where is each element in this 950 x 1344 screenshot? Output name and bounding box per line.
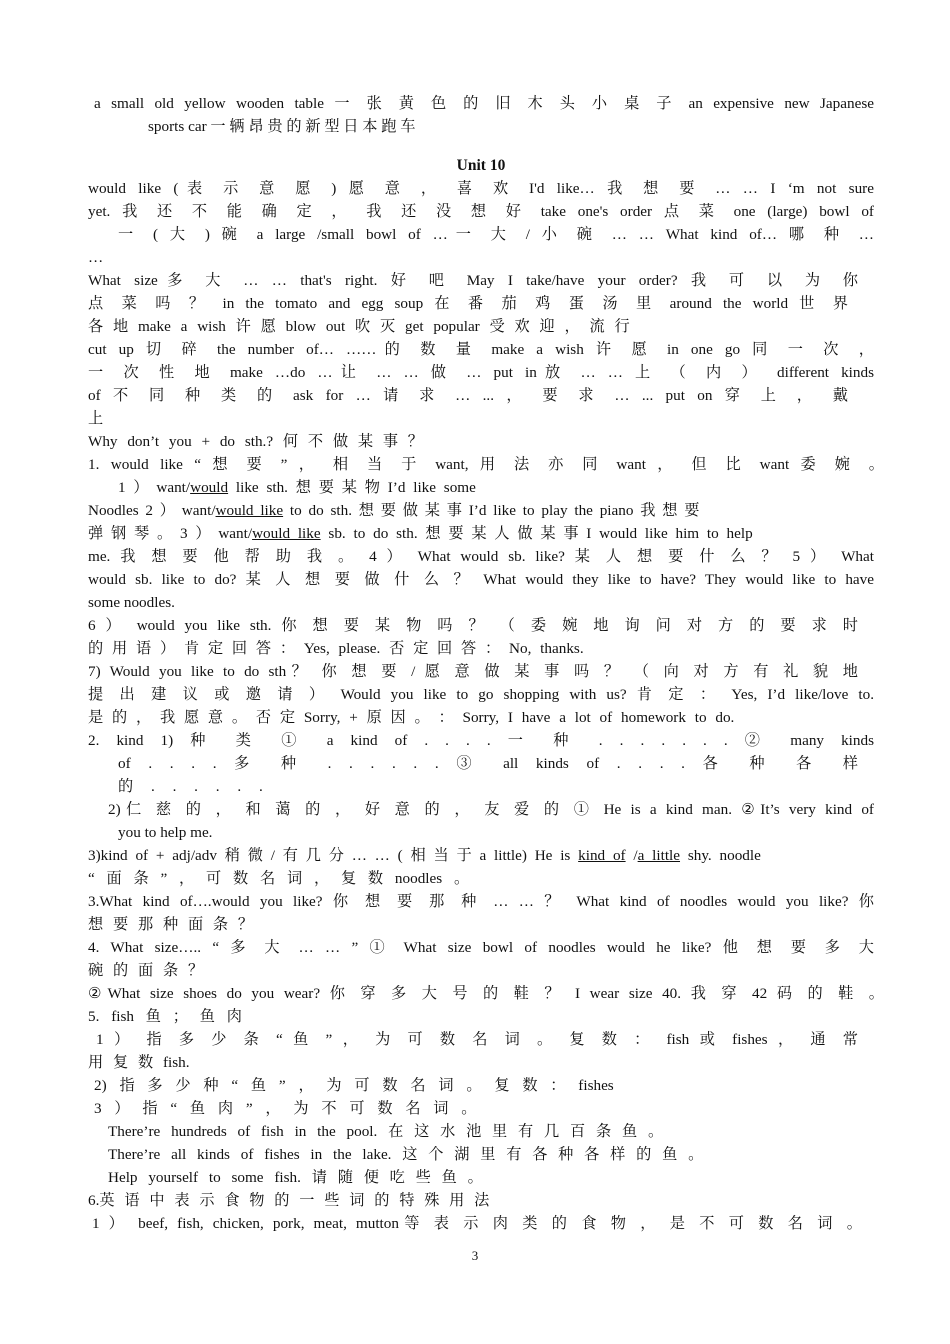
- text-line: [88, 522, 874, 545]
- text-line: [88, 844, 874, 867]
- text-line: a small old yellow wooden table 一 张 黄 色 的 旧 木 头 小 桌 子 an expensive new Japanese: [94, 95, 874, 112]
- text-line: 2)仁 慈 的 ， 和 蔼 的 ， 好 意 的 ， 友 爱 的 ① He is a kind man. ②It’s very kind of: [108, 801, 874, 818]
- text-line: 各 地 make a wish 许 愿 blow out 吹 灭 get popular 受 欢 迎 ， 流 行: [88, 318, 630, 335]
- text-line: There’re hundreds of fish in the pool. 在 这 水 池 里 有 几 百 条 鱼 。: [108, 1123, 664, 1140]
- text-line: 的 用 语 ） 肯 定 回 答 ： Yes, please. 否 定 回 答 ： No, thanks.: [88, 640, 584, 657]
- underlined-text: kind of: [578, 847, 626, 864]
- text-line: 2. kind 1) 种 类 ① a kind of . . . . 一 种 . . . . . . . ② many kinds: [88, 732, 874, 749]
- text-run: sb. to do sth. 想 要 某 人 做 某 事 I would like him to help: [320, 525, 753, 542]
- text-line: 6 ） would you like sth. 你 想 要 某 物 吗 ？ （ 委 婉 地 询 问 对 方 的 要 求 时: [88, 617, 858, 634]
- text-line: 一 ( 大 ) 碗 a large /small bowl of …一 大 / 小 碗 … … What kind of… 哪 种 …: [118, 226, 874, 243]
- text-line: 2) 指 多 少 种 “ 鱼 ” ， 为 可 数 名 词 。 复 数 ： fishes: [94, 1077, 614, 1094]
- text-line: cut up 切 碎 the number of… ……的 数 量 make a wish 许 愿 in one go 同 一 次 ，: [88, 341, 874, 358]
- text-line: 提 出 建 议 或 邀 请 ） Would you like to go shopping with us? 肯 定 ： Yes, I’d like/love to.: [88, 686, 874, 703]
- page-number: 3: [471, 1248, 479, 1263]
- text-line: ②What size shoes do you wear? 你 穿 多 大 号 的 鞋 ？ I wear size 40. 我 穿 42 码 的 鞋 。: [88, 985, 884, 1002]
- text-run: shy. noodle: [680, 847, 761, 864]
- text-line: …: [88, 249, 104, 266]
- text-line: [88, 476, 874, 499]
- text-run: to do sth. 想 要 做 某 事 I’d like to play the piano 我 想 要: [283, 502, 700, 519]
- text-line: Why don’t you + do sth.? 何 不 做 某 事 ？: [88, 433, 423, 450]
- text-line: of 不 同 种 类 的 ask for … 请 求 … ... ， 要 求 … ... put on 穿 上 ， 戴: [88, 387, 848, 404]
- text-line: 5. fish 鱼 ； 鱼 肉: [88, 1008, 242, 1025]
- text-line: 6.英 语 中 表 示 食 物 的 一 些 词 的 特 殊 用 法: [88, 1192, 490, 1209]
- underlined-text: would like: [215, 502, 284, 519]
- text-line: 上: [88, 410, 104, 427]
- text-run: 1 ） want/: [118, 479, 191, 496]
- text-line: 的 . . . . . .: [118, 778, 263, 795]
- text-line: 一 次 性 地 make …do …让 … … 做 … put in放 … … 上 （ 内 ） different kinds: [88, 364, 874, 381]
- text-line: Help yourself to some fish. 请 随 便 吃 些 鱼 。: [108, 1169, 483, 1186]
- text-line: me. 我 想 要 他 帮 助 我 。 4 ） What would sb. like? 某 人 想 要 什 么 ？ 5 ） What: [88, 548, 874, 565]
- text-run: 弹 钢 琴 。 3 ） want/: [88, 525, 253, 542]
- unit-title: Unit 10: [456, 157, 506, 174]
- text-run: 3)kind of + adj/adv 稍 微 / 有 几 分 … … ( 相 当 于 a little) He is: [88, 847, 579, 864]
- text-line: 7) Would you like to do sth？ 你 想 要 / 愿 意 做 某 事 吗 ？ （ 向 对 方 有 礼 貌 地: [88, 663, 858, 680]
- text-line: 碗 的 面 条 ？: [88, 962, 204, 979]
- text-line: yet. 我 还 不 能 确 定 ， 我 还 没 想 好 take one's order 点 菜 one (large) bowl of: [88, 203, 874, 220]
- text-line: 是 的 ， 我 愿 意 。 否 定 Sorry, + 原 因 。 ： Sorry, I have a lot of homework to do.: [88, 709, 735, 726]
- text-line: of . . . . 多 种 . . . . . . ③ all kinds of . . . . 各 种 各 样: [118, 755, 858, 772]
- document-body: [88, 92, 884, 1235]
- text-line: 3 ） 指 “ 鱼 肉 ” ， 为 不 可 数 名 词 。: [94, 1100, 477, 1117]
- text-line: There’re all kinds of fishes in the lake. 这 个 湖 里 有 各 种 各 样 的 鱼 。: [108, 1146, 704, 1163]
- text-line: would sb. like to do? 某 人 想 要 做 什 么 ？ What would they like to have? They would like to have: [88, 571, 874, 588]
- text-line: “ 面 条 ” ， 可 数 名 词 ， 复 数 noodles 。: [88, 870, 470, 887]
- text-run: /: [625, 847, 638, 864]
- text-line: 用 复 数 fish.: [88, 1054, 190, 1071]
- text-line: 1. would like “ 想 要 ” ， 相 当 于 want, 用 法 亦 同 want ， 但 比 want 委 婉 。: [88, 456, 884, 473]
- text-line: sports car 一 辆 昂 贵 的 新 型 日 本 跑 车: [148, 118, 416, 135]
- text-line: you to help me.: [118, 824, 213, 841]
- underlined-text: would: [190, 479, 229, 496]
- text-run: like sth. 想 要 某 物 I’d like some: [228, 479, 476, 496]
- text-line: would like (表 示 意 愿 ) 愿 意 ， 喜 欢 I'd like… 我 想 要 … … I ‘m not sure: [88, 180, 874, 197]
- text-run: Noodles 2 ） want/: [88, 502, 216, 519]
- text-line: 4. What size….. “ 多 大 … … ” ① What size bowl of noodles would he like? 他 想 要 多 大: [88, 939, 874, 956]
- text-line: some noodles.: [88, 594, 175, 611]
- text-line: 1 ） beef, fish, chicken, pork, meat, mutton等 表 示 肉 类 的 食 物 ， 是 不 可 数 名 词 。: [92, 1215, 862, 1232]
- text-line: [88, 499, 874, 522]
- text-line: 1 ） 指 多 少 条 “ 鱼 ” ， 为 可 数 名 词 。 复 数 ： fish 或 fishes ， 通 常: [96, 1031, 858, 1048]
- text-line: 想 要 那 种 面 条 ？: [88, 916, 254, 933]
- text-line: 点 菜 吗 ？ in the tomato and egg soup 在 番 茄 鸡 蛋 汤 里 around the world 世 界: [88, 295, 848, 312]
- underlined-text: would like: [252, 525, 321, 542]
- text-line: What size多 大 … … that's right. 好 吧 May I take/have your order? 我 可 以 为 你: [88, 272, 858, 289]
- underlined-text: a little: [637, 847, 681, 864]
- text-line: 3.What kind of….would you like? 你 想 要 那 种 … … ？ What kind of noodles would you like? 你: [88, 893, 874, 910]
